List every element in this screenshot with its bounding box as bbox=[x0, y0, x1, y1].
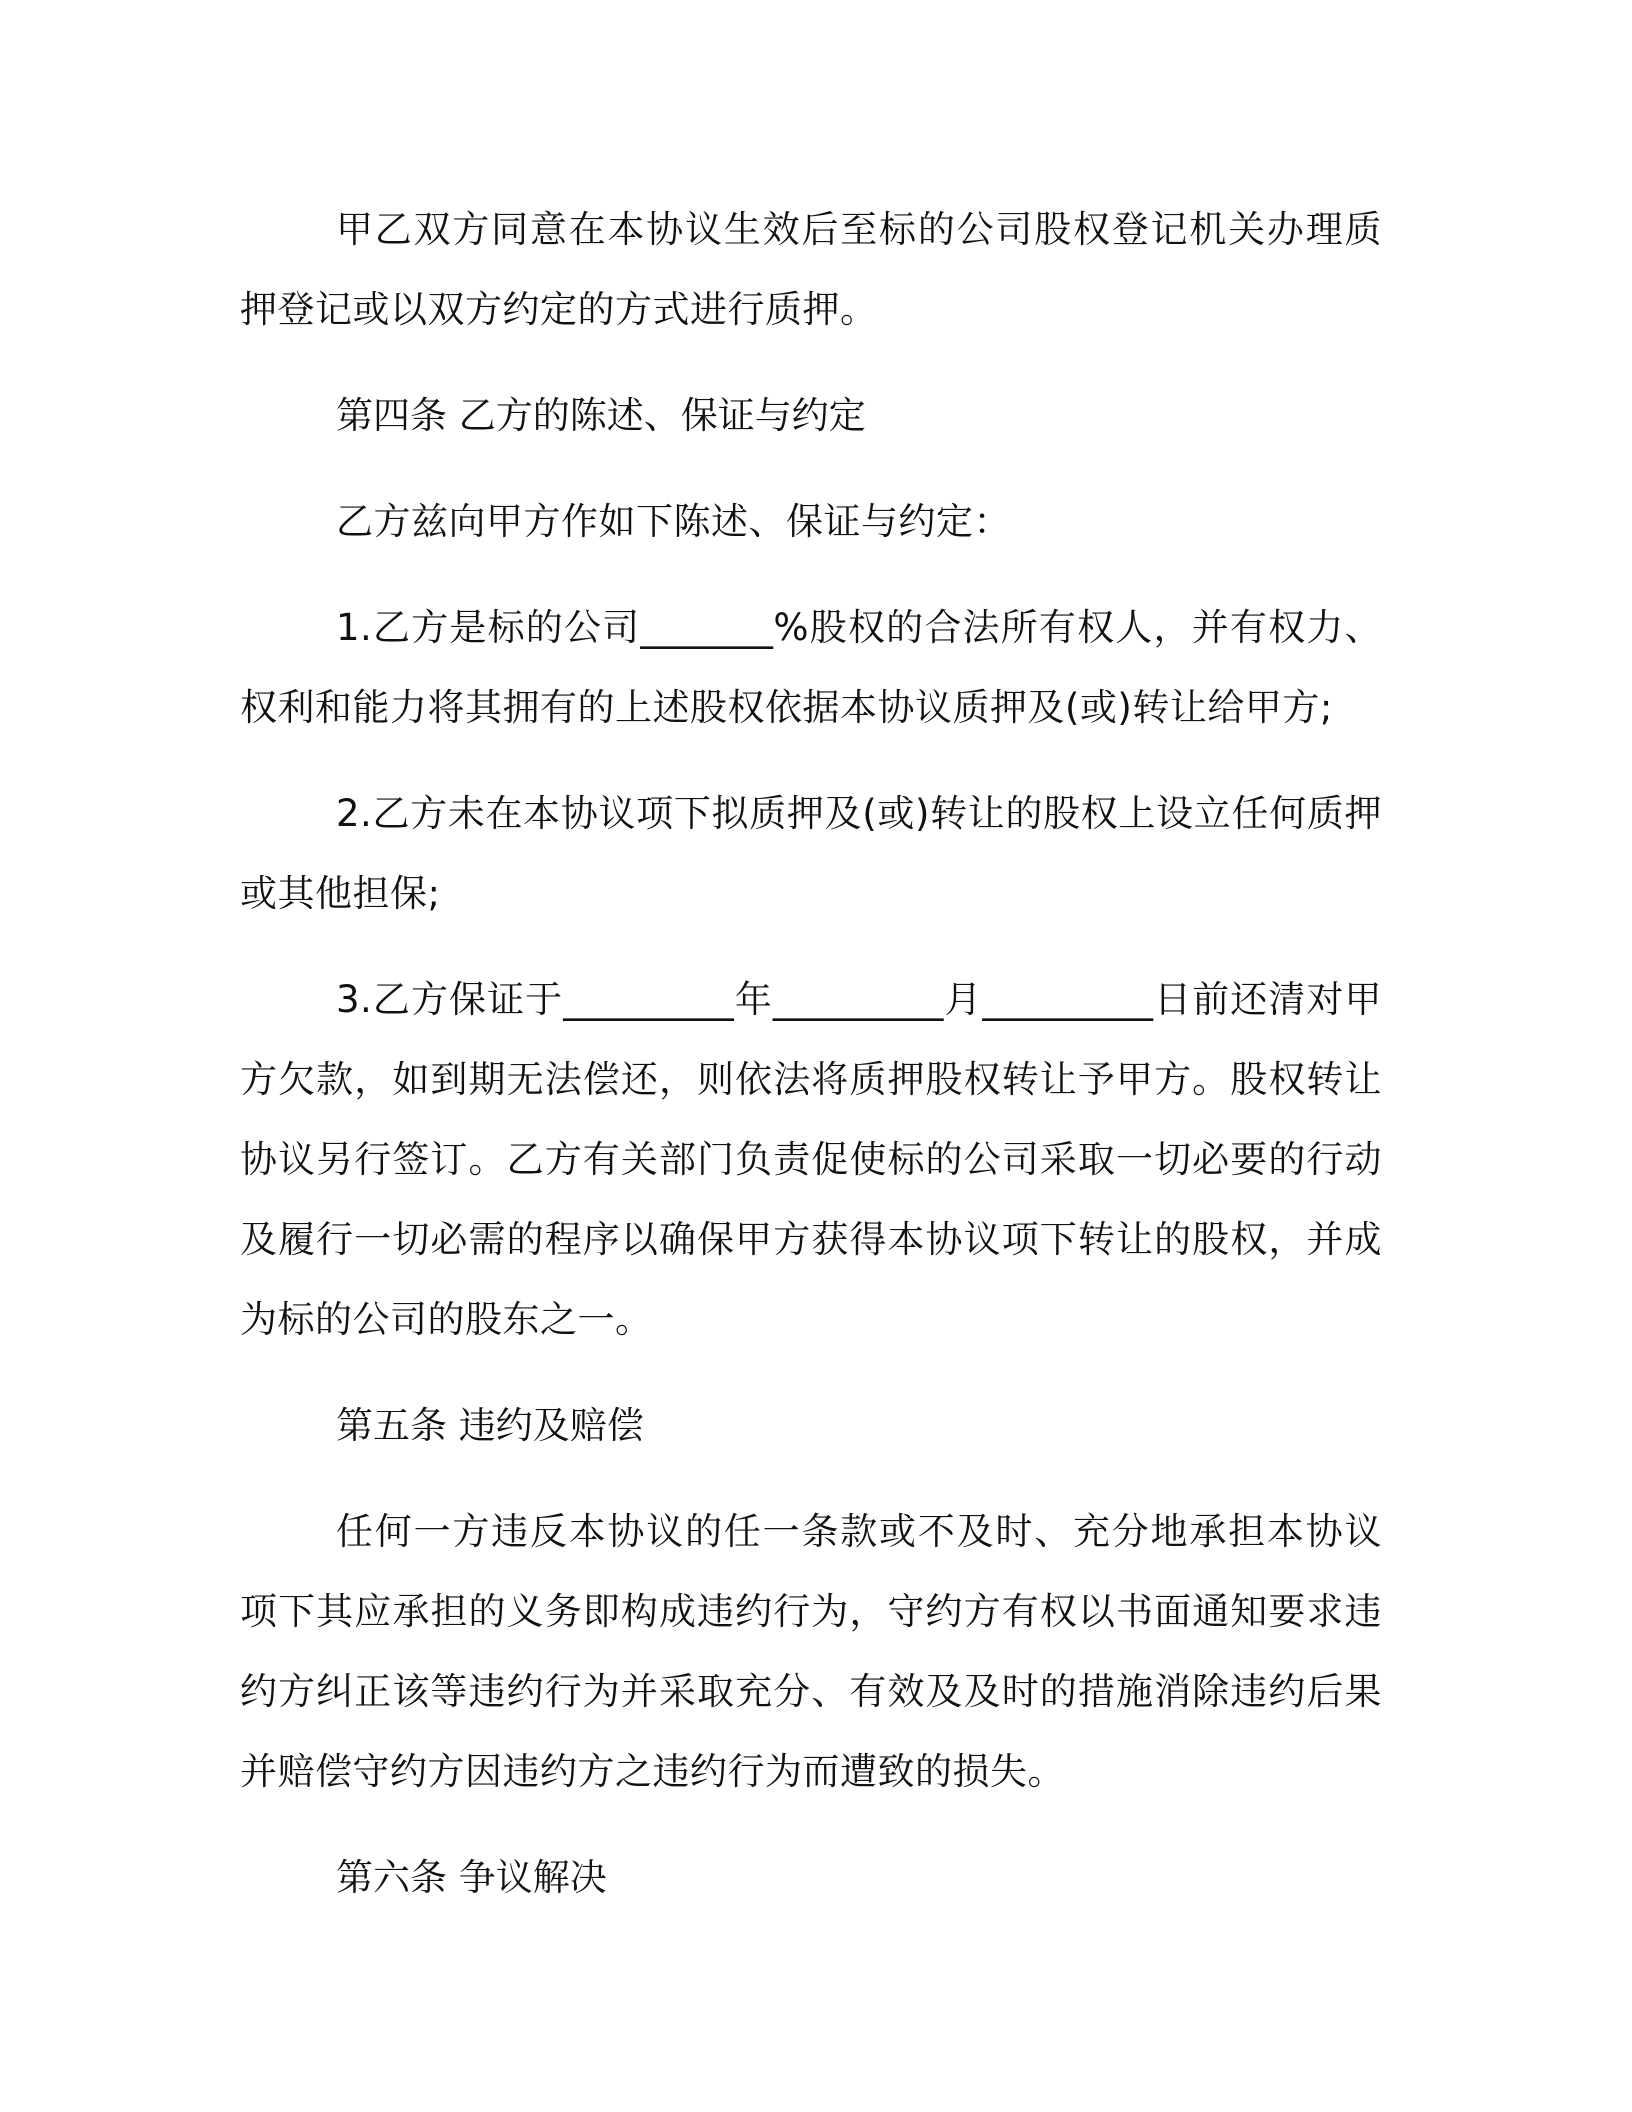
paragraph-representations-intro: 乙方兹向甲方作如下陈述、保证与约定： bbox=[336, 500, 1011, 543]
clause-2: 2.乙方未在本协议项下拟质押及(或)转让的股权上设立任何质押或其他担保; bbox=[240, 792, 1382, 915]
clause-1: 1.乙方是标的公司_______%股权的合法所有权人，并有权力、权利和能力将其拥有的上述股权依据本协议质押及(或)转让给甲方; bbox=[240, 606, 1382, 729]
article-6-heading: 第六条 争议解决 bbox=[336, 1856, 607, 1899]
clause-3: 3.乙方保证于_________年_________月_________日前还清对甲方欠款，如到期无法偿还，则依法将质押股权转让予甲方。股权转让协议另行签订。乙方有关部门负责促使标的公司采取一切必要的行动及履行一切必需的程序以确保甲方获得本协议项下转让的股权，并成为标的公司的股东之一。 bbox=[240, 978, 1382, 1341]
article-4-heading: 第四条 乙方的陈述、保证与约定 bbox=[336, 394, 866, 437]
paragraph-pledge-registration: 甲乙双方同意在本协议生效后至标的公司股权登记机关办理质押登记或以双方约定的方式进行质押。 bbox=[240, 208, 1382, 331]
paragraph-breach: 任何一方违反本协议的任一条款或不及时、充分地承担本协议项下其应承担的义务即构成违约行为，守约方有权以书面通知要求违约方纠正该等违约行为并采取充分、有效及及时的措施消除违约后果并赔偿守约方因违约方之违约行为而遭致的损失。 bbox=[240, 1510, 1382, 1793]
document-body bbox=[240, 190, 1382, 1944]
article-5-heading: 第五条 违约及赔偿 bbox=[336, 1404, 644, 1447]
